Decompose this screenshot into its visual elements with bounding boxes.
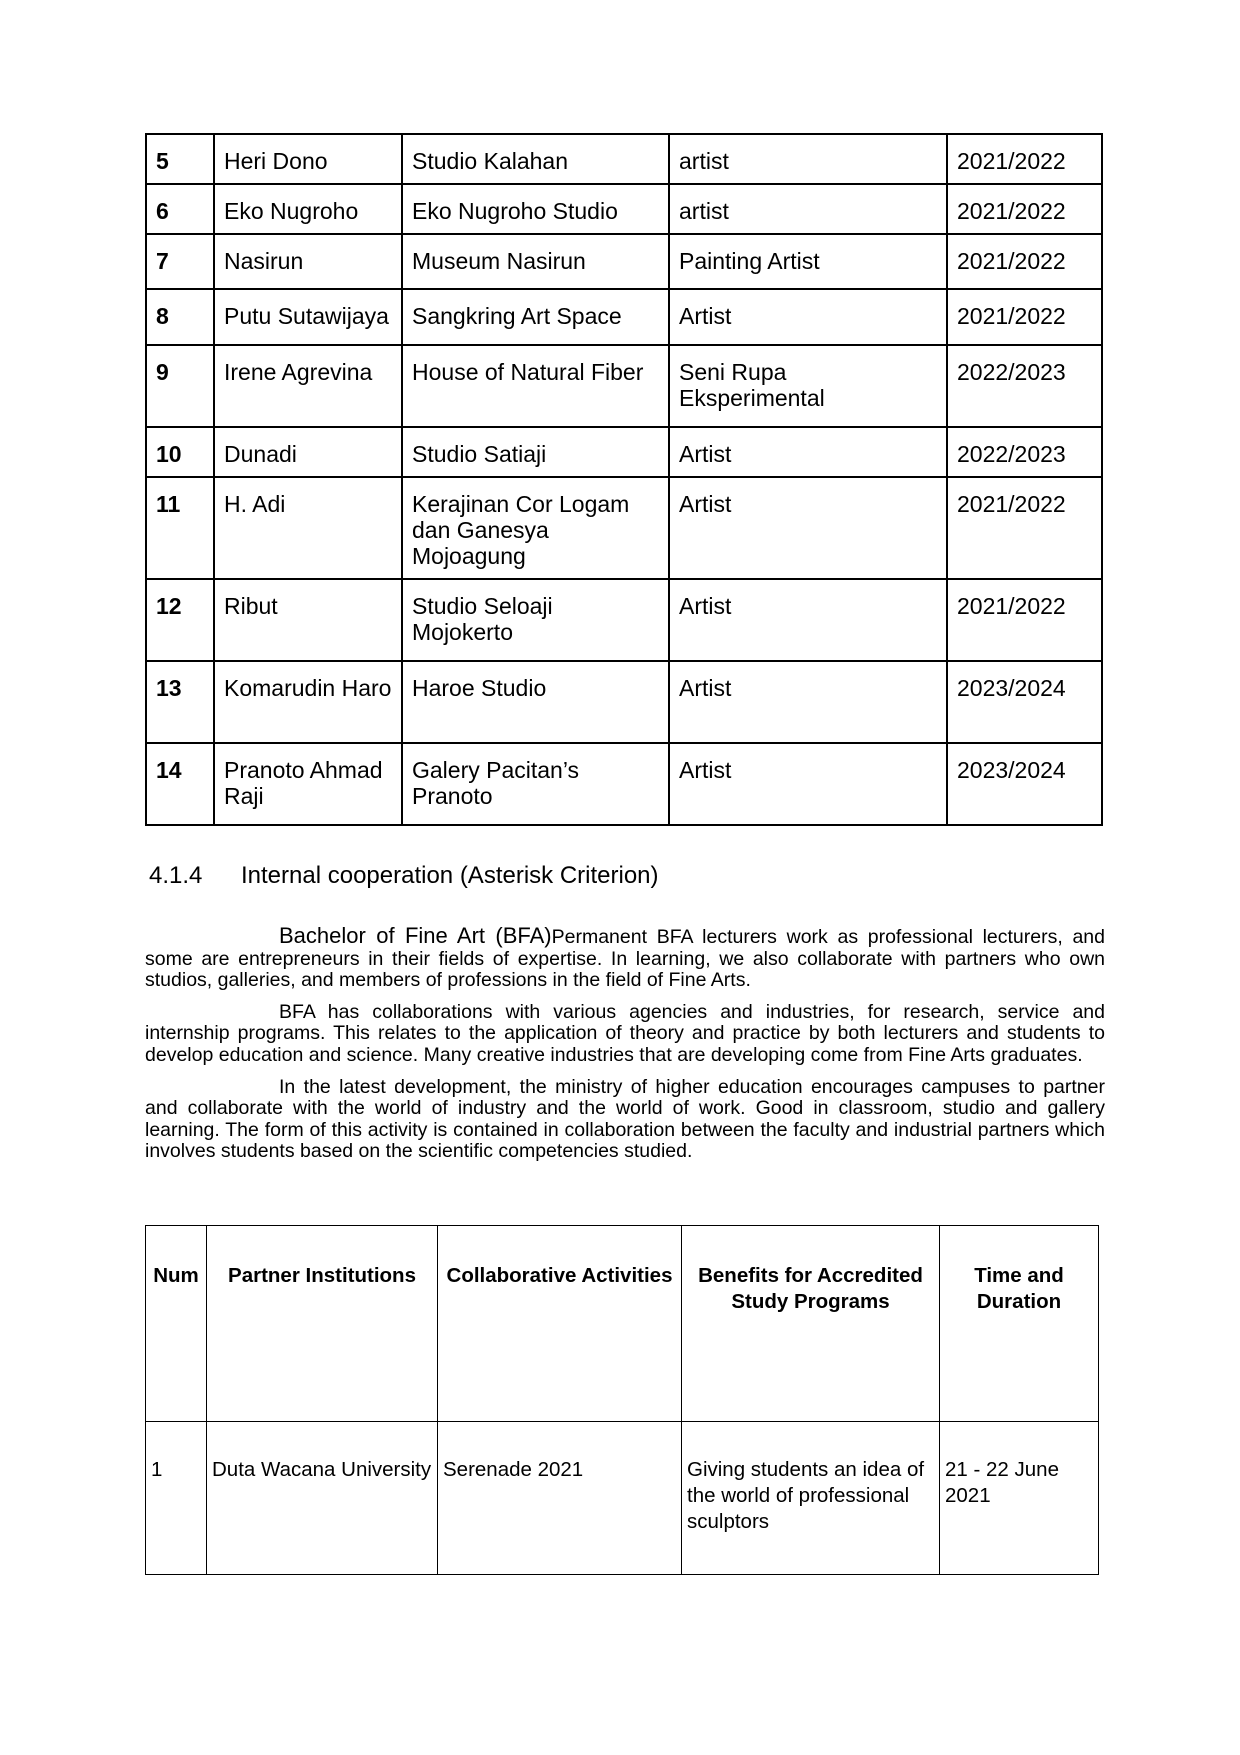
partner-studio: Eko Nugroho Studio [402,184,669,234]
table-row [146,1422,1099,1575]
partner-year: 2022/2023 [947,345,1102,427]
partner-role: artist [669,184,947,234]
partner-year: 2021/2022 [947,477,1102,579]
partner-name: H. Adi [214,477,402,579]
partner-role: Artist [669,579,947,661]
collaborative-activity: Serenade 2021 [438,1422,682,1575]
row-number: 10 [146,427,214,477]
partner-studio: Studio Kalahan [402,134,669,184]
section-title: Internal cooperation (Asterisk Criterion) [241,862,659,889]
row-number: 11 [146,477,214,579]
partner-studio: House of Natural Fiber [402,345,669,427]
partner-role: Artist [669,743,947,825]
table-header-row [146,1226,1099,1422]
row-number: 6 [146,184,214,234]
table-row [146,743,1102,825]
row-number: 1 [146,1422,207,1575]
column-header: Benefits for Accredited Study Programs [682,1226,940,1422]
partner-name: Heri Dono [214,134,402,184]
table-row [146,134,1102,184]
section-heading [149,862,659,890]
table-row [146,477,1102,579]
time-duration: 21 - 22 June 2021 [940,1422,1099,1575]
column-header: Num [146,1226,207,1422]
partner-year: 2021/2022 [947,579,1102,661]
benefit: Giving students an idea of the world of professional sculptors [682,1422,940,1575]
partner-studio: Museum Nasirun [402,234,669,289]
table-row [146,289,1102,345]
table-row [146,427,1102,477]
internal-cooperation-table [145,1225,1099,1575]
partner-studio: Galery Pacitan’s Pranoto [402,743,669,825]
partner-institution: Duta Wacana University [207,1422,438,1575]
partner-year: 2021/2022 [947,289,1102,345]
partner-name: Komarudin Haro [214,661,402,743]
partner-studio: Sangkring Art Space [402,289,669,345]
row-number: 13 [146,661,214,743]
section-body [145,925,1105,1173]
partner-studio: Studio Seloaji Mojokerto [402,579,669,661]
row-number: 5 [146,134,214,184]
partner-role: artist [669,134,947,184]
row-number: 14 [146,743,214,825]
partner-year: 2021/2022 [947,234,1102,289]
row-number: 8 [146,289,214,345]
partner-name: Pranoto Ahmad Raji [214,743,402,825]
artist-partners-table [145,133,1103,826]
paragraph: In the latest development, the ministry of higher education encourages campuses to partner and collaborate with the world of industry and the world of work. Good in classroom, studio and gallery learning. The form of this activity is contained in collaboration between the faculty and industrial partners which involves students based on the scientific competencies studied. [145,1075,1105,1163]
partner-year: 2023/2024 [947,743,1102,825]
partner-studio: Haroe Studio [402,661,669,743]
partner-role: Artist [669,427,947,477]
partner-studio: Studio Satiaji [402,427,669,477]
partner-name: Irene Agrevina [214,345,402,427]
partner-year: 2021/2022 [947,134,1102,184]
partner-name: Dunadi [214,427,402,477]
partner-name: Ribut [214,579,402,661]
partner-role: Artist [669,289,947,345]
paragraph-lead: Bachelor of Fine Art (BFA) [279,923,552,948]
column-header: Collaborative Activities [438,1226,682,1422]
partner-year: 2022/2023 [947,427,1102,477]
partner-studio: Kerajinan Cor Logam dan Ganesya Mojoagung [402,477,669,579]
paragraph: BFA has collaborations with various agencies and industries, for research, service and internship programs. This relates to the application of theory and practice by both lecturers and students to develop education and science. Many creative industries that are developing come from Fine Arts graduates. [145,1000,1105,1066]
partner-role: Artist [669,661,947,743]
partner-name: Nasirun [214,234,402,289]
partner-year: 2023/2024 [947,661,1102,743]
paragraph-text: Permanent BFA lecturers work as professional lecturers, and some are entrepreneurs in their fields of expertise. In learning, we also collaborate with partners who own studios, galleries, and members of professions in the field of Fine Arts. [145,926,1105,992]
partner-role: Painting Artist [669,234,947,289]
table-row [146,661,1102,743]
partner-name: Eko Nugroho [214,184,402,234]
table-row [146,579,1102,661]
table-row [146,184,1102,234]
table-row [146,234,1102,289]
section-number: 4.1.4 [149,862,203,889]
partner-role: Seni Rupa Eksperimental [669,345,947,427]
partner-role: Artist [669,477,947,579]
row-number: 7 [146,234,214,289]
partner-name: Putu Sutawijaya [214,289,402,345]
paragraph [145,925,1105,992]
partner-year: 2021/2022 [947,184,1102,234]
row-number: 12 [146,579,214,661]
row-number: 9 [146,345,214,427]
column-header: Time and Duration [940,1226,1099,1422]
table-row [146,345,1102,427]
column-header: Partner Institutions [207,1226,438,1422]
